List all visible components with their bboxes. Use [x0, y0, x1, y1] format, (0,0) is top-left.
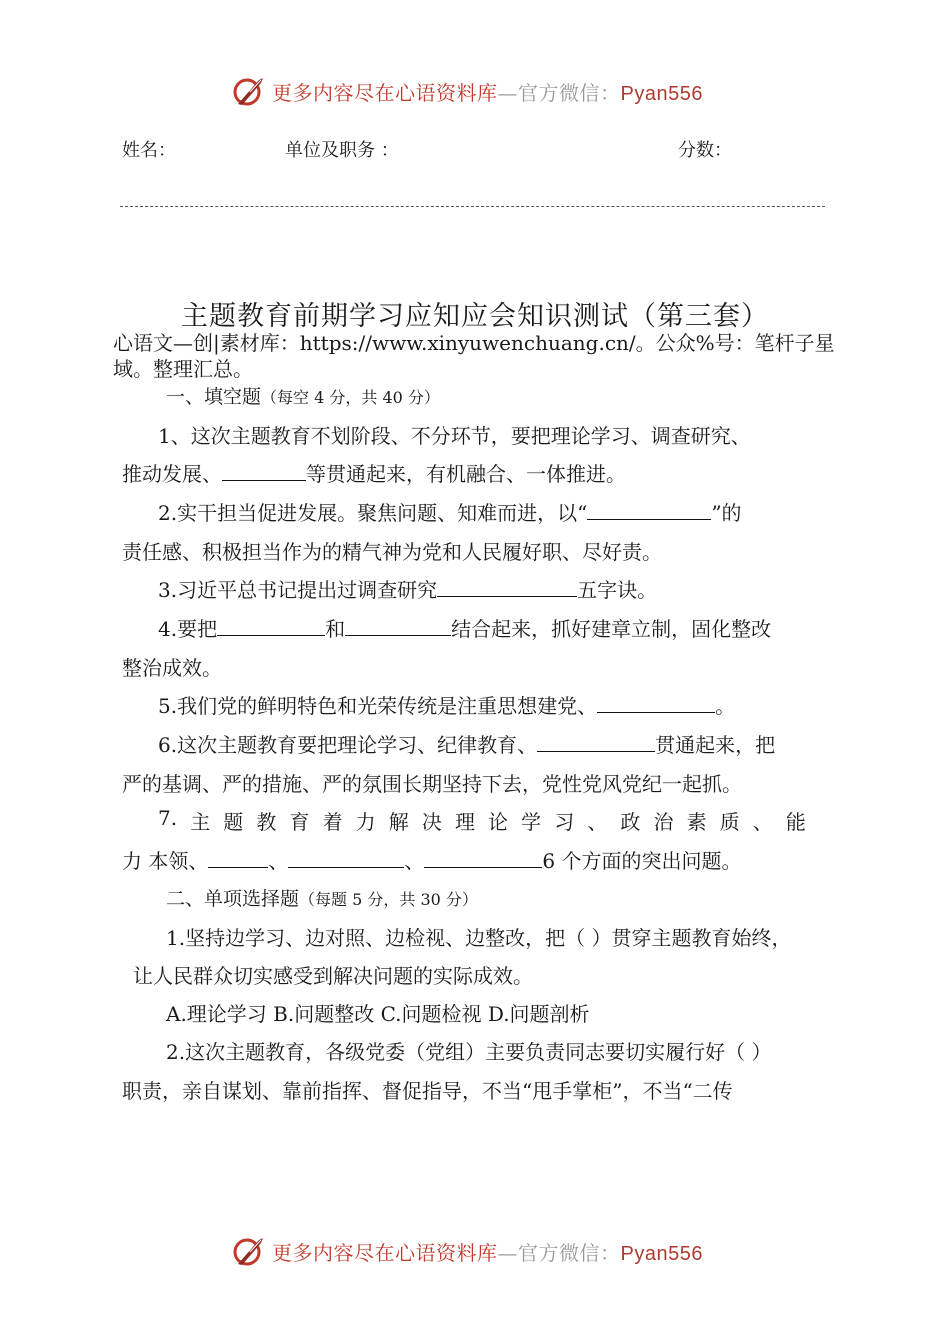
s1-q1-line1: 1、这次主题教育不划阶段、不分环节，要把理论学习、调查研究、 — [158, 424, 751, 448]
answer-blank[interactable] — [222, 462, 306, 481]
s2-q2-line2: 职责，亲自谋划、靠前指挥、督促指导，不当“甩手掌柜”，不当“二传 — [122, 1079, 733, 1103]
answer-blank[interactable] — [537, 733, 655, 752]
name-label: 姓名： — [122, 140, 176, 161]
page-title: 主题教育前期学习应知应会知识测试（第三套） — [181, 301, 769, 332]
s1-q7-line1: 7. 主 题 教 育 着 力 解 决 理 论 学 习 、 政 治 素 质 、 能 — [158, 806, 806, 834]
s2-q2-line1: 2.这次主题教育，各级党委（党组）主要负责同志要切实履行好（ ） — [166, 1040, 772, 1064]
unit-label: 单位及职务 ： — [285, 140, 399, 161]
top-watermark-banner — [232, 74, 703, 108]
s1-q1-line2: 推动发展、 等贯通起来，有机融合、一体推进。 — [122, 462, 626, 486]
answer-blank[interactable] — [288, 849, 404, 868]
answer-blank[interactable] — [208, 849, 268, 868]
answer-blank[interactable] — [437, 578, 577, 597]
quill-logo-icon — [232, 74, 266, 108]
s1-q4-line1: 4.要把 和 结合起来，抓好建章立制，固化整改 — [158, 617, 772, 641]
s2-q1-options: A.理论学习 B.问题整改 C.问题检视 D.问题剖析 — [166, 1002, 590, 1026]
s1-q5: 5.我们党的鲜明特色和光荣传统是注重思想建党、 。 — [158, 694, 736, 718]
s1-q7-line2: 力 本领、 、 、 6 个方面的突出问题。 — [122, 849, 742, 873]
answer-blank[interactable] — [217, 617, 325, 636]
s2-q1-line2: 让人民群众切实感受到解决问题的实际成效。 — [133, 964, 533, 988]
banner-text: 更多内容尽在心语资料库—官方微信：Pyan556 — [272, 80, 703, 105]
answer-blank[interactable] — [587, 501, 711, 520]
dashed-divider — [120, 206, 825, 207]
s1-q2-line1: 2.实干担当促进发展。聚焦问题、知难而进，以“ ”的 — [158, 501, 742, 525]
score-label: 分数： — [678, 140, 732, 161]
answer-blank[interactable] — [597, 694, 715, 713]
quill-logo-icon — [232, 1234, 266, 1268]
answer-blank[interactable] — [424, 849, 542, 868]
s1-q4-line2: 整治成效。 — [122, 656, 222, 680]
section1-heading: 一、填空题（每空 4 分，共 40 分） — [166, 386, 440, 408]
section2-heading: 二、单项选择题（每题 5 分，共 30 分） — [166, 888, 478, 910]
answer-blank[interactable] — [345, 617, 451, 636]
s1-q2-line2: 责任感、积极担当作为的精气神为党和人民履好职、尽好责。 — [122, 540, 662, 564]
s1-q6-line1: 6.这次主题教育要把理论学习、纪律教育、 贯通起来，把 — [158, 733, 776, 757]
bottom-watermark-banner — [232, 1234, 703, 1268]
s2-q1-line1: 1.坚持边学习、边对照、边检视、边整改，把（ ）贯穿主题教育始终， — [166, 926, 792, 950]
s1-q3: 3.习近平总书记提出过调查研究 五字诀。 — [158, 578, 658, 602]
banner-text: 更多内容尽在心语资料库—官方微信：Pyan556 — [272, 1240, 703, 1265]
s1-q6-line2: 严的基调、严的措施、严的氛围长期坚持下去，党性党风党纪一起抓。 — [122, 772, 742, 796]
source-note: 心语文—创|素材库：https://www.xinyuwenchuang.cn/。公众%号：笔杆子星域。整理汇总。 — [113, 331, 835, 381]
